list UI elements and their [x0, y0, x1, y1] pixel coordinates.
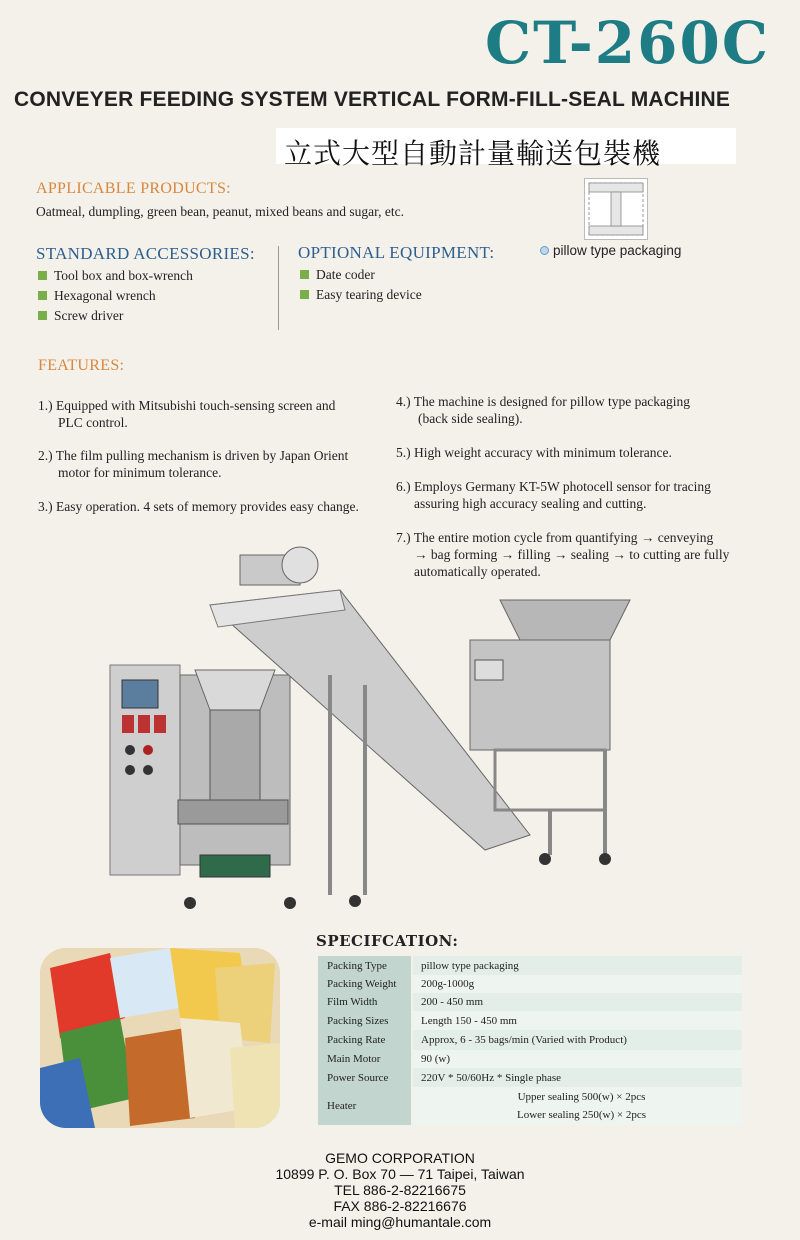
- applicable-heading: APPLICABLE PRODUCTS:: [36, 180, 231, 197]
- spec-label: Heater: [318, 1087, 413, 1125]
- feature-item-2: 2.) The film pulling mechanism is driven by Japan Orient motor for minimum tolerance.: [38, 448, 349, 480]
- company-tel: TEL 886-2-82216675: [334, 1182, 466, 1198]
- list-item: Hexagonal wrench: [38, 286, 193, 306]
- company-footer: [0, 1150, 800, 1230]
- spec-label: Main Motor: [318, 1050, 413, 1068]
- product-bags-image: [40, 948, 280, 1128]
- spec-value: 200g-1000g: [413, 975, 742, 993]
- feature-item-7: 7.) The entire motion cycle from quantifying → cenveying → bag forming → filling → sealing → to cutting are fully automatically operated.: [396, 530, 730, 579]
- spec-label: Packing Rate: [318, 1030, 413, 1050]
- machine-illustration: [100, 535, 660, 915]
- green-square-bullet-icon: [38, 311, 47, 320]
- pillow-note-text: pillow type packaging: [553, 243, 682, 258]
- green-square-bullet-icon: [38, 271, 47, 280]
- company-email[interactable]: e-mail ming@humantale.com: [308, 1214, 492, 1230]
- machine-headline-chinese: 立式大型自動計量輸送包裝機: [284, 137, 662, 170]
- model-title: CT-260C: [484, 9, 770, 77]
- company-fax: FAX 886-2-82216676: [333, 1198, 467, 1214]
- list-item: Date coder: [300, 265, 422, 285]
- spec-value: 90 (w): [413, 1050, 742, 1068]
- spec-label: Power Source: [318, 1068, 413, 1087]
- spec-label: Packing Weight: [318, 975, 413, 993]
- feature-item-4: 4.) The machine is designed for pillow type packaging (back side sealing).: [396, 394, 691, 426]
- spec-value: Upper sealing 500(w) × 2pcs Lower sealing 250(w) × 2pcs: [413, 1087, 742, 1125]
- spec-value: pillow type packaging: [413, 956, 742, 975]
- column-divider: [278, 246, 279, 330]
- spec-value: 200 - 450 mm: [413, 993, 742, 1011]
- feature-item-6: 6.) Employs Germany KT-5W photocell sensor for tracing assuring high accuracy sealing and cutting.: [396, 479, 711, 511]
- feature-item-5: 5.) High weight accuracy with minimum tolerance.: [396, 445, 672, 460]
- feature-item-3: 3.) Easy operation. 4 sets of memory provides easy change.: [38, 499, 359, 514]
- bullet-dot-icon: [540, 246, 549, 255]
- pillow-bag-icon: [585, 179, 647, 239]
- table-row: [318, 1068, 742, 1087]
- green-square-bullet-icon: [300, 270, 309, 279]
- pillow-bag-diagram: [584, 178, 648, 240]
- green-square-bullet-icon: [38, 291, 47, 300]
- optional-equipment-heading: OPTIONAL EQUIPMENT:: [298, 243, 495, 262]
- feature-item-1: 1.) Equipped with Mitsubishi touch-sensing screen and PLC control.: [38, 398, 336, 430]
- specification-heading: SPECIFCATION:: [316, 932, 459, 950]
- features-heading: FEATURES:: [38, 357, 125, 374]
- green-square-bullet-icon: [300, 290, 309, 299]
- table-row: [318, 956, 742, 975]
- list-item: Screw driver: [38, 306, 193, 326]
- standard-accessories-heading: STANDARD ACCESSORIES:: [36, 244, 255, 263]
- spec-label: Packing Sizes: [318, 1011, 413, 1030]
- table-row: [318, 1011, 742, 1030]
- standard-accessories-list: [38, 266, 193, 326]
- table-row: [318, 975, 742, 993]
- spec-value: Approx, 6 - 35 bags/min (Varied with Product): [413, 1030, 742, 1050]
- spec-value: 220V * 50/60Hz * Single phase: [413, 1068, 742, 1087]
- company-address: 10899 P. O. Box 70 — 71 Taipei, Taiwan: [275, 1166, 525, 1182]
- applicable-text: Oatmeal, dumpling, green bean, peanut, mixed beans and sugar, etc.: [36, 204, 404, 219]
- table-row: [318, 1030, 742, 1050]
- spec-value: Length 150 - 450 mm: [413, 1011, 742, 1030]
- table-row: [318, 993, 742, 1011]
- spec-label: Packing Type: [318, 956, 413, 975]
- pillow-type-note: [540, 243, 681, 258]
- product-photo: [40, 948, 280, 1128]
- company-name: GEMO CORPORATION: [325, 1150, 475, 1166]
- optional-equipment-list: [300, 265, 422, 305]
- list-item: Easy tearing device: [300, 285, 422, 305]
- list-item: Tool box and box-wrench: [38, 266, 193, 286]
- table-row: [318, 1050, 742, 1068]
- machine-headline: CONVEYER FEEDING SYSTEM VERTICAL FORM-FILL-SEAL MACHINE: [14, 88, 731, 111]
- spec-label: Film Width: [318, 993, 413, 1011]
- table-row: [318, 1087, 742, 1125]
- specification-table: [318, 956, 742, 1125]
